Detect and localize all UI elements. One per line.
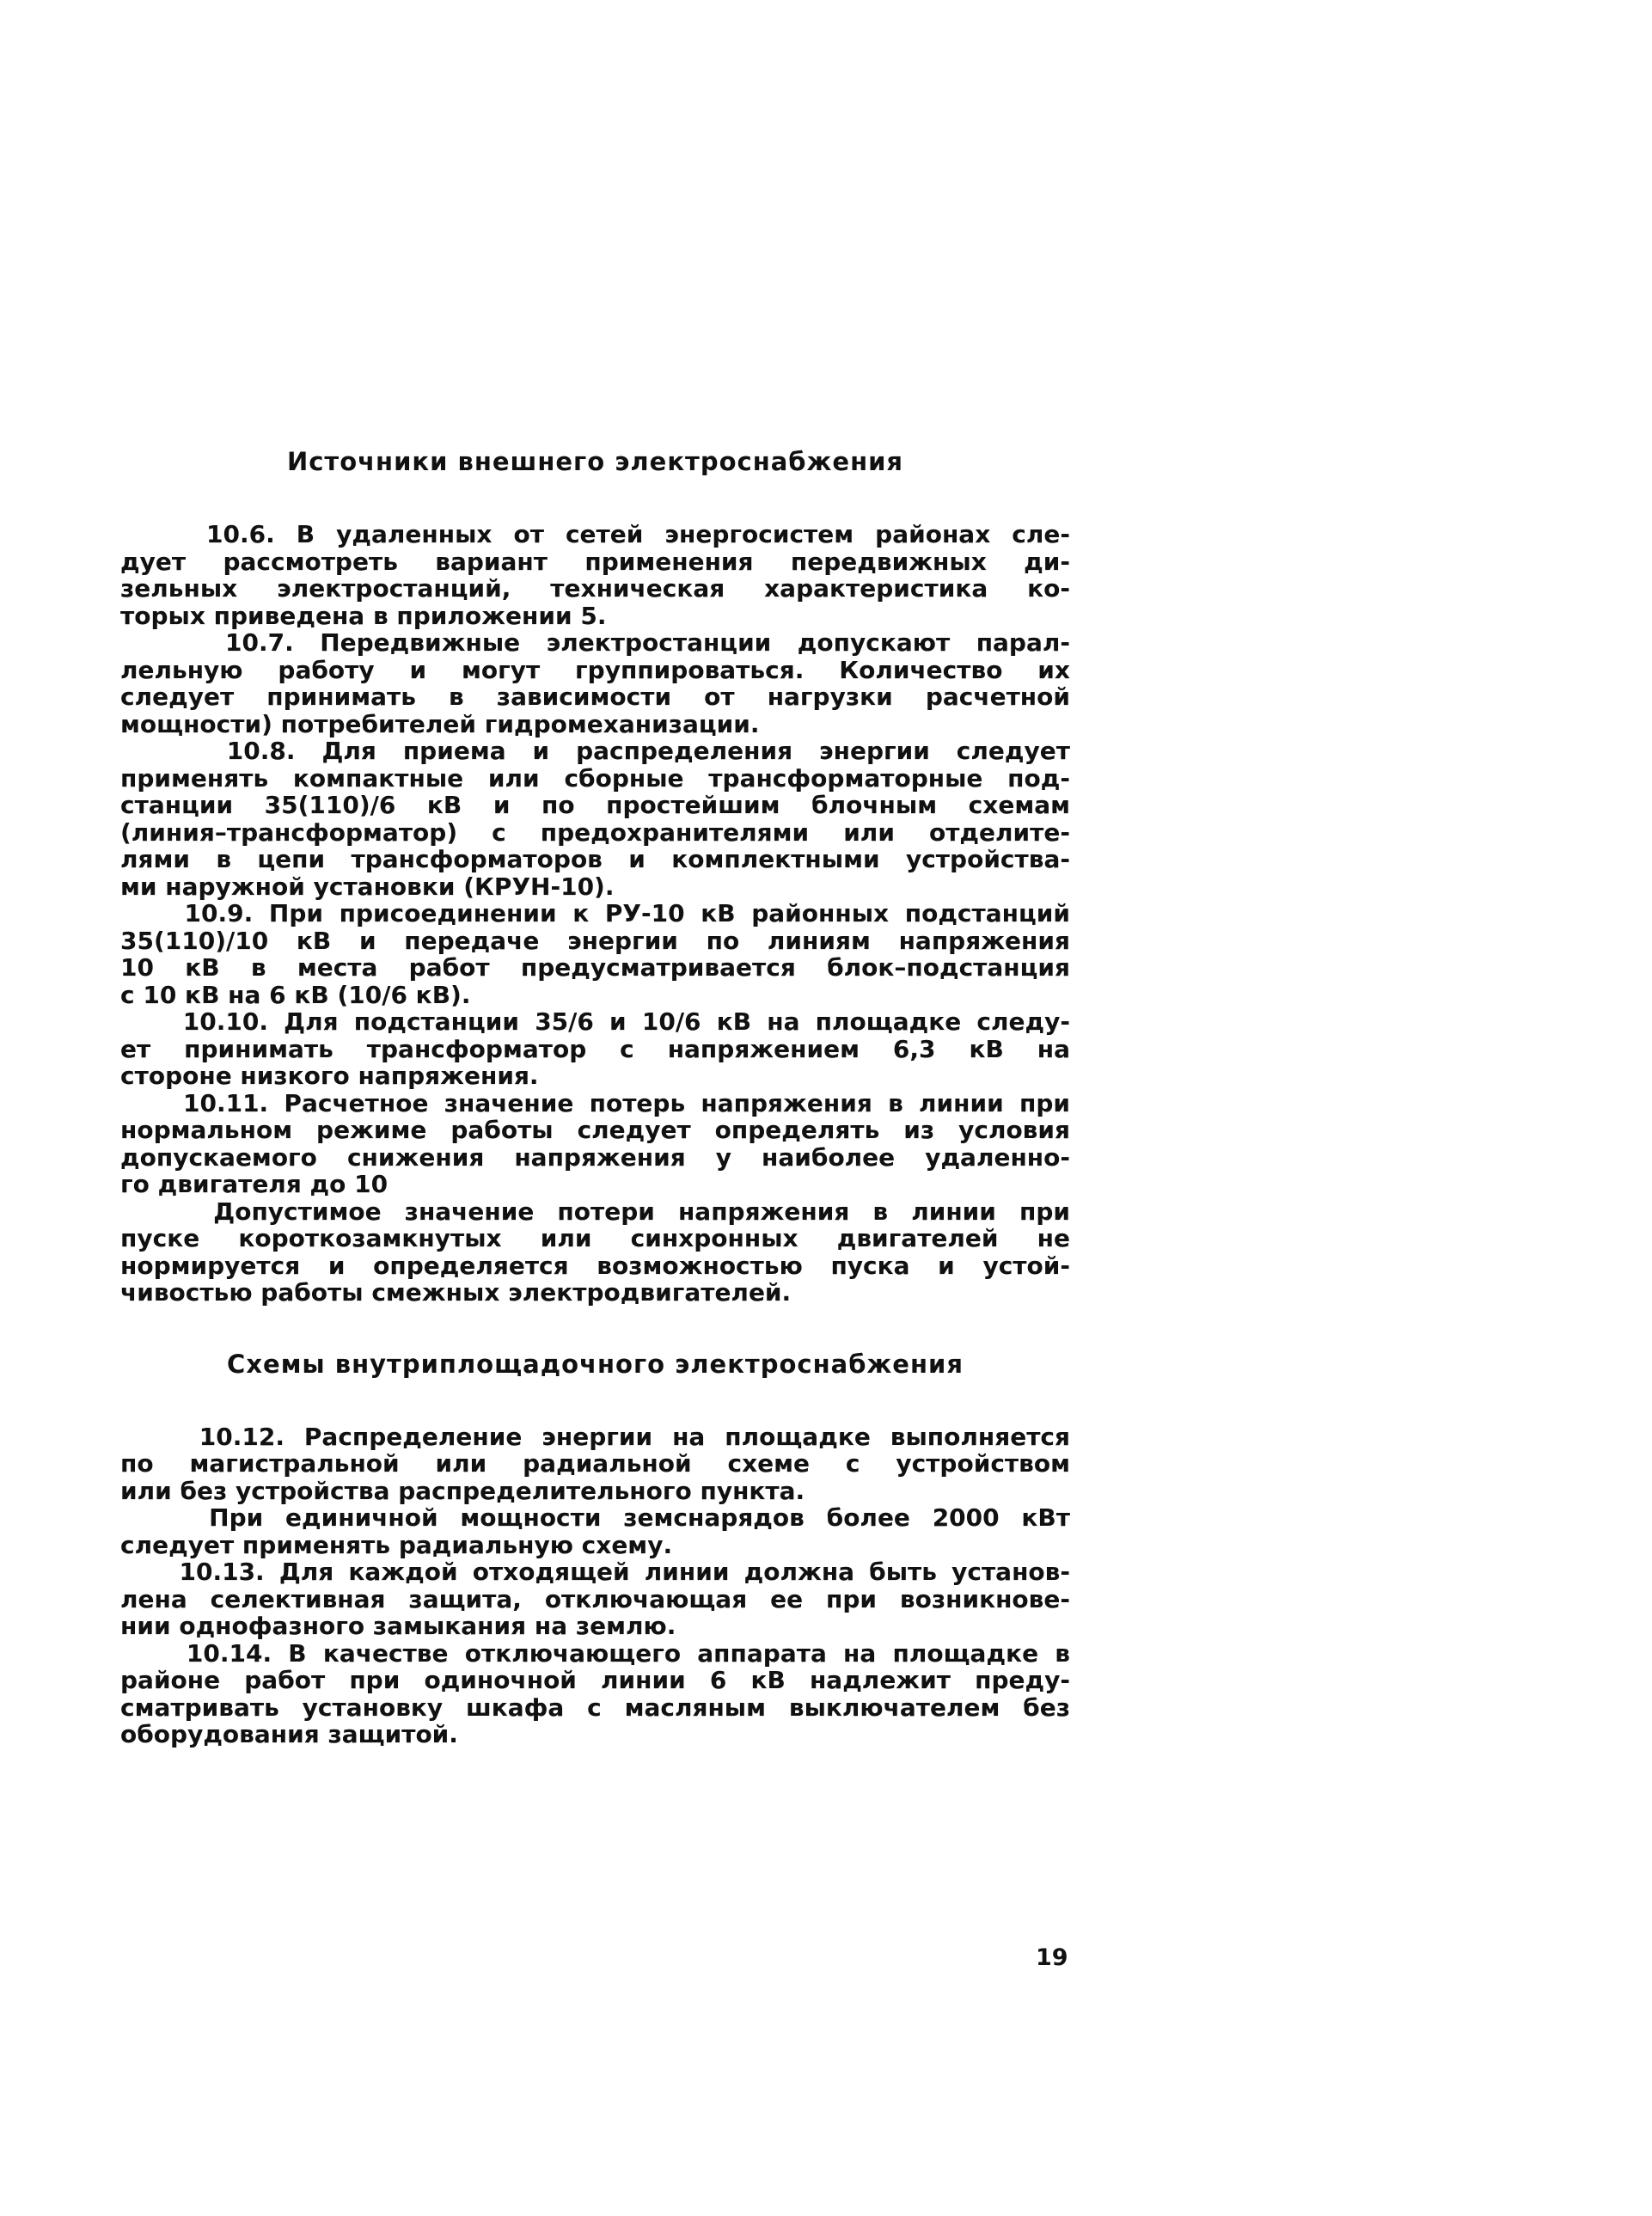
paragraph — [120, 1640, 1070, 1748]
section-heading-external-power: Источники внешнего электроснабжения — [286, 447, 904, 476]
text-line: лельную работу и могут группироваться. Количество их — [120, 655, 1070, 684]
text-line: лена селективная защита, отключающая ее при возникнове- — [120, 1584, 1070, 1613]
text-line: дует рассмотреть вариант применения передвижных ди- — [120, 547, 1070, 576]
paragraph — [120, 1504, 1070, 1558]
text-line: 10 кВ в места работ предусматривается блок–подстанция — [120, 953, 1070, 982]
section-external-power-body — [120, 521, 1070, 1307]
paragraph — [120, 521, 1070, 629]
page-number: 19 — [1036, 1944, 1068, 1971]
text-line: 10.13. Для каждой отходящей линии должна быть установ- — [120, 1558, 1070, 1586]
section-internal-power-body — [120, 1423, 1070, 1748]
text-line: с 10 кВ на 6 кВ (10/6 кВ). — [120, 980, 471, 1009]
text-line: допускаемого снижения напряжения у наиболее удаленно- — [120, 1142, 1070, 1172]
text-line: следует применять радиальную схему. — [120, 1530, 673, 1559]
text-line: Допустимое значение потери напряжения в линии при — [120, 1197, 1070, 1226]
paragraph — [120, 738, 1070, 900]
text-line: мощности) потребителей гидромеханизации. — [120, 709, 760, 738]
paragraph — [120, 1423, 1070, 1505]
text-line: лями в цепи трансформаторов и комплектными устройства- — [120, 845, 1070, 873]
paragraph — [120, 900, 1070, 1008]
text-line: зельных электростанций, техническая характеристика ко- — [120, 574, 1070, 603]
text-line: 10.12. Распределение энергии на площадке выполняется — [120, 1422, 1070, 1451]
text-line: 10.6. В удаленных от сетей энергосистем районах сле- — [120, 520, 1070, 548]
paragraph — [120, 629, 1070, 738]
text-line: 10.10. Для подстанции 35/6 и 10/6 кВ на площадке следу- — [120, 1007, 1070, 1036]
text-line: 10.14. В качестве отключающего аппарата на площадке в — [120, 1638, 1070, 1668]
document-page — [120, 447, 1070, 1748]
text-line: районе работ при одиночной линии 6 кВ надлежит преду- — [120, 1666, 1070, 1694]
text-line: 10.8. Для приема и распределения энергии следует — [120, 737, 1070, 765]
paragraph — [120, 1090, 1070, 1198]
text-line: применять компактные или сборные трансформаторные под- — [120, 763, 1070, 793]
text-line: нормируется и определяется возможностью пуска и устой- — [120, 1251, 1070, 1280]
text-line: следует принимать в зависимости от нагрузки расчетной — [120, 683, 1070, 711]
text-line: го двигателя до 10 — [120, 1170, 389, 1198]
text-line: 10.9. При присоединении к РУ-10 кВ районных подстанций — [120, 899, 1070, 927]
text-line: (линия–трансформатор) с предохранителями или отделите- — [120, 817, 1070, 847]
section-heading-internal-power: Схемы внутриплощадочного электроснабжения — [227, 1349, 964, 1379]
paragraph — [120, 1198, 1070, 1307]
text-line: стороне низкого напряжения. — [120, 1062, 539, 1090]
text-line: нии однофазного замыкания на землю. — [120, 1612, 676, 1640]
text-line: ет принимать трансформатор с напряжением 6,3 кВ на — [120, 1034, 1070, 1063]
paragraph — [120, 1008, 1070, 1090]
text-line: При единичной мощности земснарядов более 2000 кВт — [120, 1503, 1070, 1532]
text-line: нормальном режиме работы следует определять из условия — [120, 1116, 1070, 1144]
paragraph — [120, 1558, 1070, 1640]
text-line: пуске короткозамкнутых или синхронных двигателей не — [120, 1224, 1070, 1252]
text-line: чивостью работы смежных электродвигателей. — [120, 1278, 792, 1307]
text-line: по магистральной или радиальной схеме с устройством — [120, 1449, 1070, 1478]
text-line: 10.7. Передвижные электростанции допускают парал- — [120, 628, 1070, 657]
text-line: сматривать установку шкафа с масляным выключателем без — [120, 1693, 1070, 1722]
text-line: 35(110)/10 кВ и передаче энергии по линиям напряжения — [120, 926, 1070, 955]
text-line: ми наружной установки (КРУН-10). — [120, 872, 615, 901]
text-line: оборудования защитой. — [120, 1720, 458, 1748]
text-line: станции 35(110)/6 кВ и по простейшим блочным схемам — [120, 791, 1070, 819]
text-line: или без устройства распределительного пункта. — [120, 1476, 805, 1505]
text-line: 10.11. Расчетное значение потерь напряжения в линии при — [120, 1088, 1070, 1117]
text-line: торых приведена в приложении 5. — [120, 601, 607, 630]
